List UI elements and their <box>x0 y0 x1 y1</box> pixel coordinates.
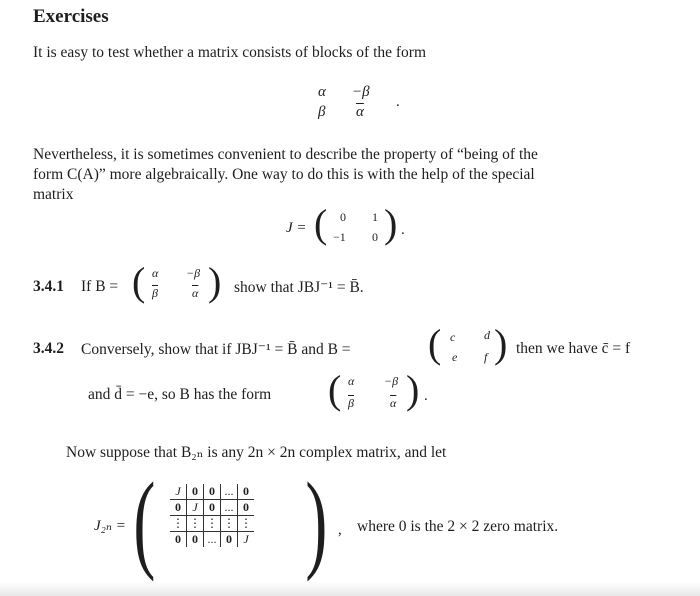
j-right-paren: ) <box>384 201 398 246</box>
ex2-line2: and d̄ = −e, so B has the form <box>88 386 272 403</box>
j2n-cell: ... <box>221 484 238 500</box>
j2n-cell: J <box>243 532 249 546</box>
j2n-lhs: J₂ₙ = <box>94 518 126 534</box>
j2n-cell: 0 <box>238 500 255 516</box>
intro-text: It is easy to test whether a matrix consists of blocks of the form <box>33 44 427 61</box>
j2n-cell: 0 <box>238 484 255 500</box>
j2n-note: where 0 is the 2 × 2 zero matrix. <box>357 518 559 535</box>
j2n-cell: ⋮ <box>170 516 187 532</box>
j-a22: 0 <box>372 230 378 244</box>
ex2-rest: then we have c̄ = f <box>516 340 631 357</box>
j2n-cell: ⋮ <box>204 516 221 532</box>
ex1-number: 3.4.1 <box>33 278 64 295</box>
j2n-cell: 0 <box>187 532 204 548</box>
ex2-right-paren: ) <box>494 321 508 366</box>
ex2b-right-paren: ) <box>406 367 420 412</box>
ex2-number: 3.4.2 <box>33 340 64 357</box>
j2n-row <box>170 484 254 500</box>
ex2-m12: d <box>484 328 490 342</box>
j2n-cell: ... <box>204 532 221 548</box>
j2n-cell: ⋮ <box>238 516 255 532</box>
j2n-cell: ⋮ <box>187 516 204 532</box>
ex2-n12: −β <box>384 374 399 388</box>
para2-line2: form C(A)” more algebraically. One way to do this is with the help of the special <box>33 166 535 183</box>
j2n-row <box>170 500 254 516</box>
j2n-cell: 0 <box>187 484 204 500</box>
j2n-grid <box>170 484 254 547</box>
j2n-comma: , <box>338 522 342 538</box>
j2n-row <box>170 532 254 548</box>
para3-text: Now suppose that B₂ₙ is any 2n × 2n complex matrix, and let <box>66 444 447 461</box>
j2n-cell: ... <box>221 500 238 516</box>
ex1-lead: If B = <box>81 278 119 295</box>
j-a21: −1 <box>333 230 346 244</box>
ex1-right-paren: ) <box>208 259 222 304</box>
j-lhs: J = <box>286 220 307 236</box>
bottom-fade <box>0 582 700 596</box>
ex2-n21: $\overline{\beta}$ <box>348 396 354 410</box>
j2n-cell: J <box>170 484 187 500</box>
block-a22: $\overline{\alpha}$ <box>356 104 364 120</box>
j2n-cell: 0 <box>204 484 221 500</box>
ex2-n11: α <box>348 374 355 388</box>
ex1-m11: α <box>152 266 159 280</box>
ex1-m21: $\overline{\beta}$ <box>152 286 158 300</box>
para2-line3: matrix <box>33 186 74 203</box>
ex2-end: . <box>424 388 428 404</box>
j2n-cell: J <box>187 500 204 516</box>
section-heading: Exercises <box>33 6 109 27</box>
ex2-left-paren: ( <box>428 321 442 366</box>
j2n-cell: ⋮ <box>221 516 238 532</box>
ex1-m22: $\overline{\alpha}$ <box>192 286 199 300</box>
ex2-m22: f <box>484 350 488 364</box>
block-a12: −β <box>352 84 370 100</box>
j2n-right-paren: ) <box>305 460 328 582</box>
j2n-left-paren: ( <box>133 460 156 582</box>
ex2-lead: Conversely, show that if JBJ⁻¹ = B̄ and B = <box>81 341 351 358</box>
para2-line1: Nevertheless, it is sometimes convenient to describe the property of “being of the <box>33 146 538 163</box>
j-a11: 0 <box>340 210 346 224</box>
ex2-m11: c <box>450 330 456 344</box>
block-end: . <box>396 94 400 110</box>
ex1-m12: −β <box>186 266 201 280</box>
ex2b-left-paren: ( <box>328 367 342 412</box>
block-a21: β <box>318 104 326 120</box>
j-a12: 1 <box>372 210 378 224</box>
j2n-cell: 0 <box>170 532 187 548</box>
j-end: . <box>401 222 405 238</box>
ex2-m21: e <box>452 350 458 364</box>
ex1-rest: show that JBJ⁻¹ = B̄. <box>234 279 364 296</box>
j2n-cell: 0 <box>204 500 221 516</box>
j2n-cell: 0 <box>170 500 187 516</box>
j2n-row <box>170 516 254 532</box>
j2n-cell: 0 <box>221 532 238 548</box>
ex1-left-paren: ( <box>132 259 146 304</box>
block-a11: α <box>318 84 326 100</box>
j-left-paren: ( <box>314 201 328 246</box>
ex2-n22: $\overline{\alpha}$ <box>390 396 397 410</box>
